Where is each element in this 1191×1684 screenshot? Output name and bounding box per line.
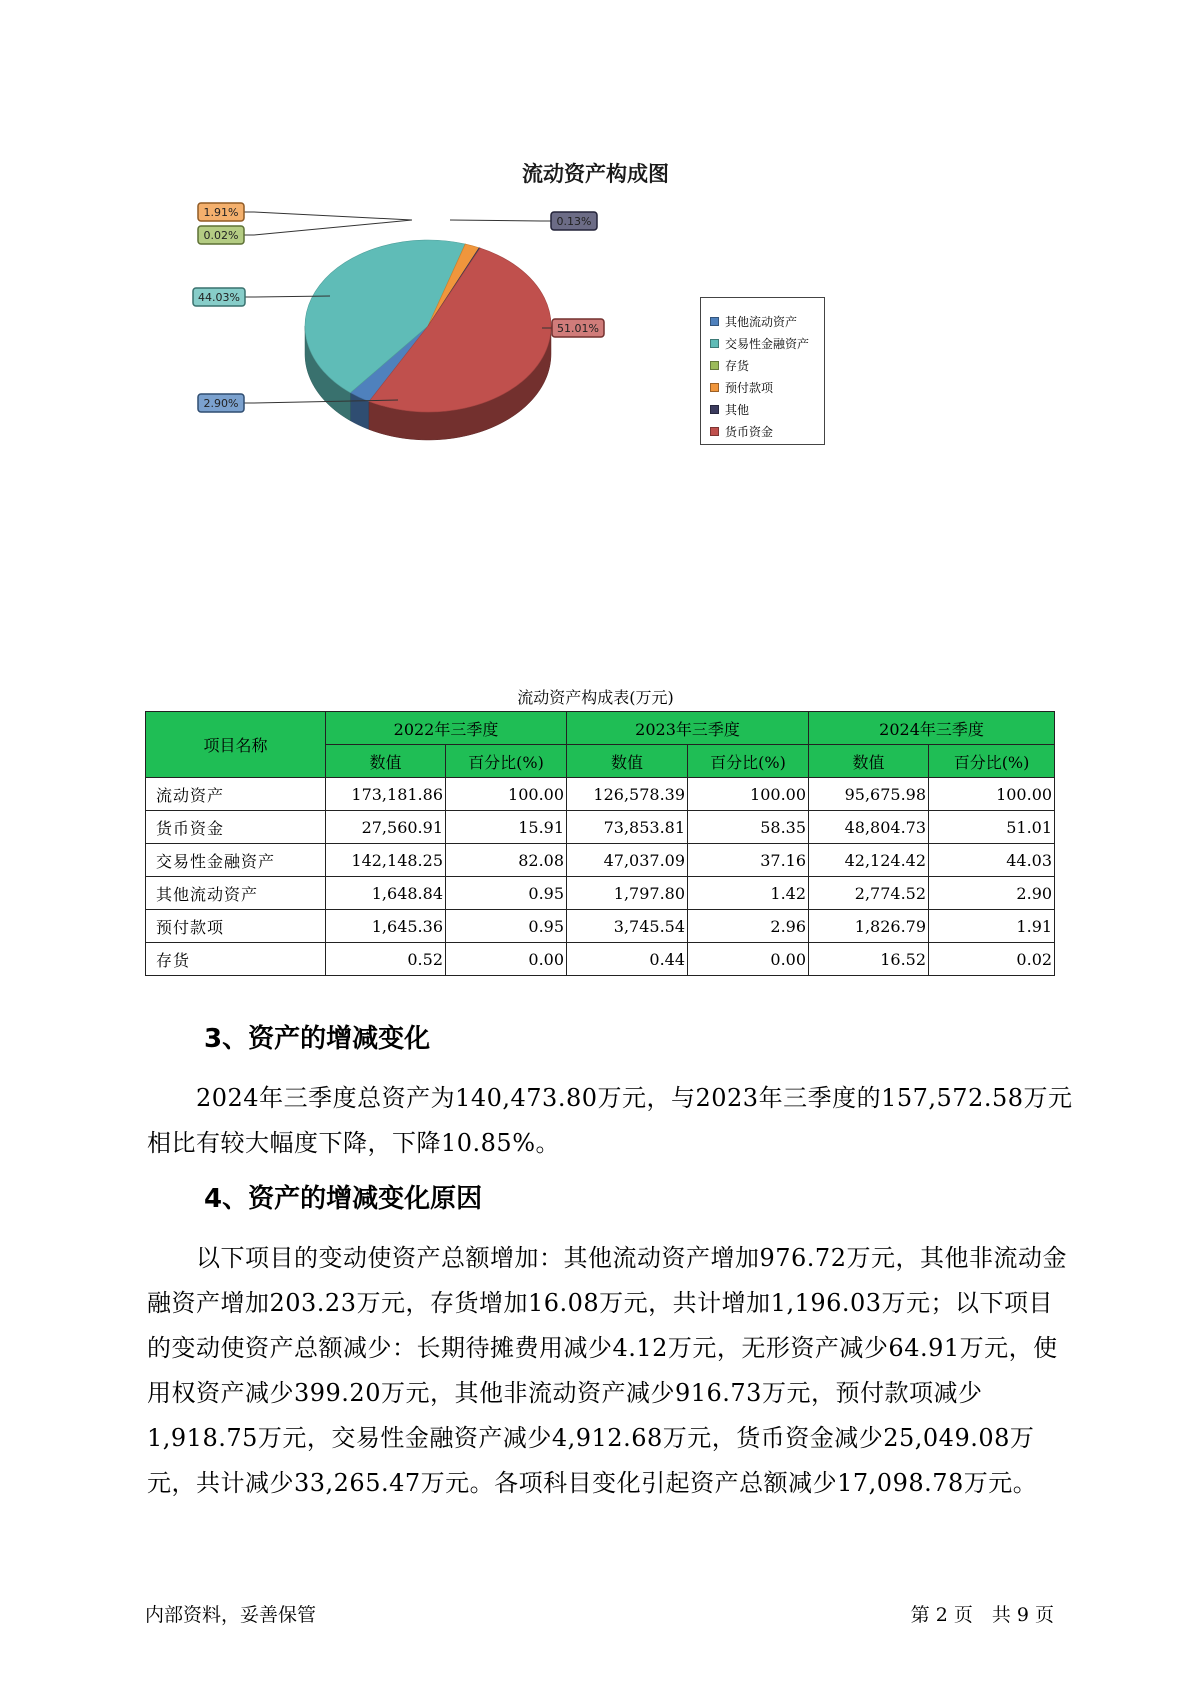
chart-title: 流动资产构成图 xyxy=(522,162,669,186)
pie-data-label xyxy=(542,319,604,337)
legend-item xyxy=(710,398,824,420)
cell-value: 1,826.79 xyxy=(809,910,929,943)
cell-value: 42,124.42 xyxy=(809,844,929,877)
legend-swatch xyxy=(710,339,719,348)
row-name: 货币资金 xyxy=(146,811,326,844)
table-caption: 流动资产构成表(万元) xyxy=(517,688,674,707)
section-3-heading: 3、资产的增减变化 xyxy=(204,1024,431,1054)
cell-percent: 0.95 xyxy=(446,910,567,943)
legend-label: 其他流动资产 xyxy=(725,314,798,329)
table-row xyxy=(146,877,1055,910)
legend-label: 预付款项 xyxy=(725,380,774,395)
table-row xyxy=(146,811,1055,844)
legend-swatch xyxy=(710,427,719,436)
legend-item xyxy=(710,310,824,332)
cell-value: 1,648.84 xyxy=(326,877,446,910)
section-4-paragraph: 以下项目的变动使资产总额增加：其他流动资产增加976.72万元，其他非流动金融资产增加203.23万元，存货增加16.08万元，共计增加1,196.03万元；以下项目的变动使资产总额减少：长期待摊费用减少4.12万元，无形资产减少64.91万元，使用权资产减少399.20万元，其他非流动资产减少916.73万元，预付款项减少1,918.75万元，交易性金融资产减少4,912.68万元，货币资金减少25,049.08万元，共计减少33,265.47万元。各项科目变化引起资产总额减少17,098.78万元。 xyxy=(147,1244,1067,1497)
header-period: 2023年三季度 xyxy=(567,712,809,745)
header-percent: 百分比(%) xyxy=(688,745,809,778)
header-percent: 百分比(%) xyxy=(446,745,567,778)
row-name: 存货 xyxy=(146,943,326,976)
cell-value: 0.44 xyxy=(567,943,688,976)
footer-confidential: 内部资料，妥善保管 xyxy=(145,1604,317,1626)
cell-percent: 0.00 xyxy=(688,943,809,976)
cell-value: 95,675.98 xyxy=(809,778,929,811)
legend-swatch xyxy=(710,405,719,414)
pie-data-label xyxy=(198,220,412,244)
svg-text:0.13%: 0.13% xyxy=(556,215,592,228)
cell-value: 3,745.54 xyxy=(567,910,688,943)
legend-swatch xyxy=(710,383,719,392)
header-value: 数值 xyxy=(809,745,929,778)
cell-percent: 100.00 xyxy=(929,778,1055,811)
footer-page-number: 第 2 页 共 9 页 xyxy=(910,1604,1054,1626)
pie-data-label xyxy=(198,203,412,221)
cell-value: 1,797.80 xyxy=(567,877,688,910)
cell-percent: 1.91 xyxy=(929,910,1055,943)
legend-label: 货币资金 xyxy=(725,424,774,439)
legend-item xyxy=(710,354,824,376)
header-percent: 百分比(%) xyxy=(929,745,1055,778)
chart-legend xyxy=(700,297,825,445)
cell-percent: 44.03 xyxy=(929,844,1055,877)
cell-value: 16.52 xyxy=(809,943,929,976)
legend-label: 交易性金融资产 xyxy=(725,336,810,351)
cell-percent: 37.16 xyxy=(688,844,809,877)
current-assets-table xyxy=(145,711,1055,976)
svg-text:1.91%: 1.91% xyxy=(203,206,239,219)
cell-value: 2,774.52 xyxy=(809,877,929,910)
cell-value: 0.52 xyxy=(326,943,446,976)
pie-data-label xyxy=(450,212,597,230)
cell-percent: 0.02 xyxy=(929,943,1055,976)
cell-value: 173,181.86 xyxy=(326,778,446,811)
table-row xyxy=(146,778,1055,811)
cell-value: 73,853.81 xyxy=(567,811,688,844)
header-value: 数值 xyxy=(567,745,688,778)
cell-percent: 100.00 xyxy=(446,778,567,811)
cell-value: 142,148.25 xyxy=(326,844,446,877)
header-period: 2022年三季度 xyxy=(326,712,567,745)
svg-text:44.03%: 44.03% xyxy=(198,291,240,304)
legend-item xyxy=(710,332,824,354)
header-value: 数值 xyxy=(326,745,446,778)
table-row xyxy=(146,943,1055,976)
cell-percent: 58.35 xyxy=(688,811,809,844)
cell-percent: 2.96 xyxy=(688,910,809,943)
header-period: 2024年三季度 xyxy=(809,712,1055,745)
legend-item xyxy=(710,420,824,442)
legend-item xyxy=(710,376,824,398)
header-item-name: 项目名称 xyxy=(146,712,326,778)
cell-value: 48,804.73 xyxy=(809,811,929,844)
legend-swatch xyxy=(710,317,719,326)
svg-text:51.01%: 51.01% xyxy=(557,322,599,335)
section-4-heading: 4、资产的增减变化原因 xyxy=(204,1184,483,1214)
table-row xyxy=(146,844,1055,877)
cell-value: 27,560.91 xyxy=(326,811,446,844)
cell-value: 126,578.39 xyxy=(567,778,688,811)
cell-value: 1,645.36 xyxy=(326,910,446,943)
cell-value: 47,037.09 xyxy=(567,844,688,877)
svg-text:2.90%: 2.90% xyxy=(203,397,239,410)
cell-percent: 82.08 xyxy=(446,844,567,877)
section-3-paragraph: 2024年三季度总资产为140,473.80万元，与2023年三季度的157,572.58万元相比有较大幅度下降，下降10.85%。 xyxy=(147,1084,1073,1157)
cell-percent: 0.00 xyxy=(446,943,567,976)
cell-percent: 15.91 xyxy=(446,811,567,844)
cell-percent: 0.95 xyxy=(446,877,567,910)
cell-percent: 1.42 xyxy=(688,877,809,910)
pie-chart xyxy=(180,200,660,460)
cell-percent: 100.00 xyxy=(688,778,809,811)
cell-percent: 51.01 xyxy=(929,811,1055,844)
row-name: 其他流动资产 xyxy=(146,877,326,910)
legend-label: 存货 xyxy=(725,358,750,373)
table-row xyxy=(146,910,1055,943)
legend-label: 其他 xyxy=(725,402,750,417)
svg-text:0.02%: 0.02% xyxy=(203,229,239,242)
row-name: 预付款项 xyxy=(146,910,326,943)
row-name: 交易性金融资产 xyxy=(146,844,326,877)
row-name: 流动资产 xyxy=(146,778,326,811)
legend-swatch xyxy=(710,361,719,370)
cell-percent: 2.90 xyxy=(929,877,1055,910)
